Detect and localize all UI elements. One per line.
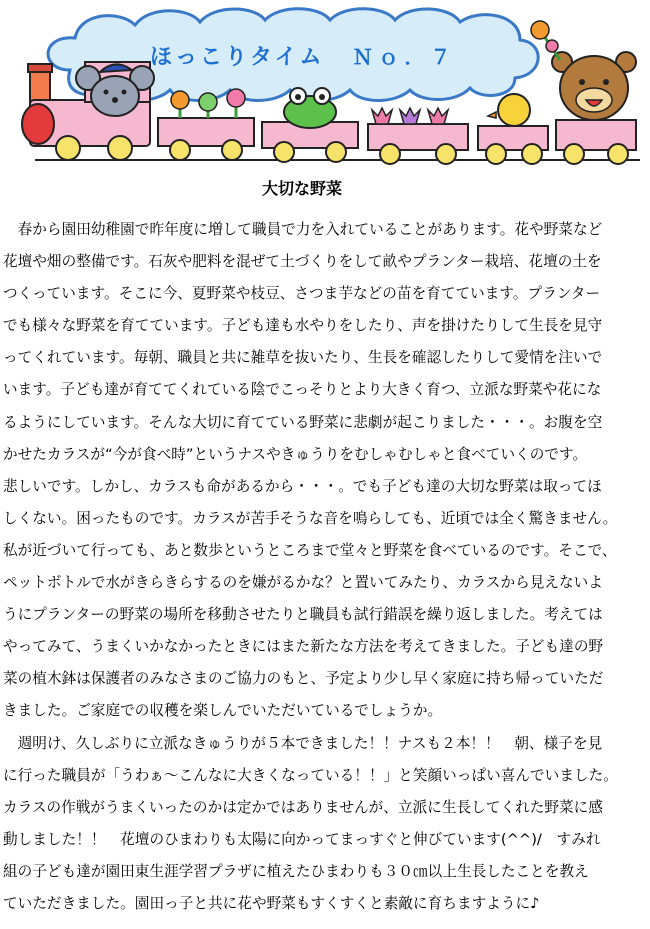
article-line: きました。ご家庭での収穫を楽しんでいただいているでしょうか。 bbox=[3, 702, 443, 720]
newsletter-title bbox=[150, 40, 470, 72]
article-line: 動しました！！ 花壇のひまわりも太陽に向かってまっすぐと伸びています(^^)/ すみれ bbox=[3, 830, 601, 848]
article-line: でも様々な野菜を育てています。子ども達も水やりをしたり、声を掛けたりして生長を見守 bbox=[3, 317, 603, 335]
article-line: 私が近づいて行っても、あと数歩というところまで堂々と野菜を食べているのです。そこで、 bbox=[3, 541, 617, 559]
train-car-tulips bbox=[368, 108, 468, 164]
article-title: 大切な野菜 bbox=[262, 179, 343, 198]
article-line: ってくれています。毎朝、職員と共に雑草を抜いたり、生長を確認したりして愛情を注いで bbox=[3, 349, 603, 367]
train-illustration bbox=[0, 0, 650, 170]
article-line: 菜の植木鉢は保護者のみなさまのご協力のもと、予定より少し早く家庭に持ち帰っていただ bbox=[3, 670, 604, 688]
article-line: 組の子ども達が園田東生涯学習プラザに植えたひまわりも３０㎝以上生長したことを教え bbox=[3, 862, 589, 880]
article-line: ペットボトルで水がきらきらするのを嫌がるかな？と置いてみたり、カラスから見えないよ bbox=[3, 574, 603, 592]
issue-number: Ｎｏ．７ bbox=[352, 45, 457, 69]
article-body bbox=[3, 214, 645, 920]
header-illustration bbox=[0, 0, 650, 170]
article-line: つくっています。そこに今、夏野菜や枝豆、さつま芋などの苗を育てています。プランター bbox=[3, 285, 601, 303]
article-line: 悲しいです。しかし、カラスも命があるから・・・。でも子ども達の大切な野菜は取ってほ bbox=[3, 477, 602, 495]
train-car-flowers bbox=[158, 89, 254, 160]
train-car-chick bbox=[478, 94, 548, 164]
article-line: 春から園田幼稚園で昨年度に増して職員で力を入れていることがあります。花や野菜など bbox=[3, 221, 603, 238]
article-line: るようにしています。そんな大切に育てている野菜に悲劇が起こりました・・・。お腹を空 bbox=[3, 413, 603, 431]
article-line: 週明け、久しぶりに立派なきゅうりが５本できました！！ナスも２本！！ 朝、様子を見 bbox=[3, 734, 603, 752]
article-line: やってみて、うまくいかなかったときにはまた新たな方法を考えてきました。子ども達の野 bbox=[3, 638, 604, 656]
article-line: います。子ども達が育ててくれている陰でこっそりとより大きく育つ、立派な野菜や花にな bbox=[3, 381, 602, 399]
article-line: 花壇や畑の整備です。石灰や肥料を混ぜて土づくりをして畝やプランター栽培、花壇の土を bbox=[3, 253, 602, 271]
article-line: に行った職員が「うわぁ～こんなに大きくなっている！！」と笑顔いっぱい喜んでいました。 bbox=[3, 766, 618, 784]
newsletter-name: ほっこりタイム bbox=[150, 45, 325, 70]
article-line: うにプランターの野菜の場所を移動させたりと職員も試行錯誤を繰り返しました。考えては bbox=[3, 606, 603, 624]
article-line: しくない。困ったものです。カラスが苦手そうな音を鳴らしても、近頃では全く驚きません。 bbox=[3, 509, 618, 527]
article-line: ていただきました。園田っ子と共に花や野菜もすくすくと素敵に育ちますように♪ bbox=[3, 894, 540, 912]
article-line: カラスの作戦がうまくいったのかは定かではありませんが、立派に生長してくれた野菜に感 bbox=[3, 798, 603, 816]
article-line: かせたカラスが“今が食べ時”というナスやきゅうりをむしゃむしゃと食べていくのです。 bbox=[3, 445, 588, 463]
